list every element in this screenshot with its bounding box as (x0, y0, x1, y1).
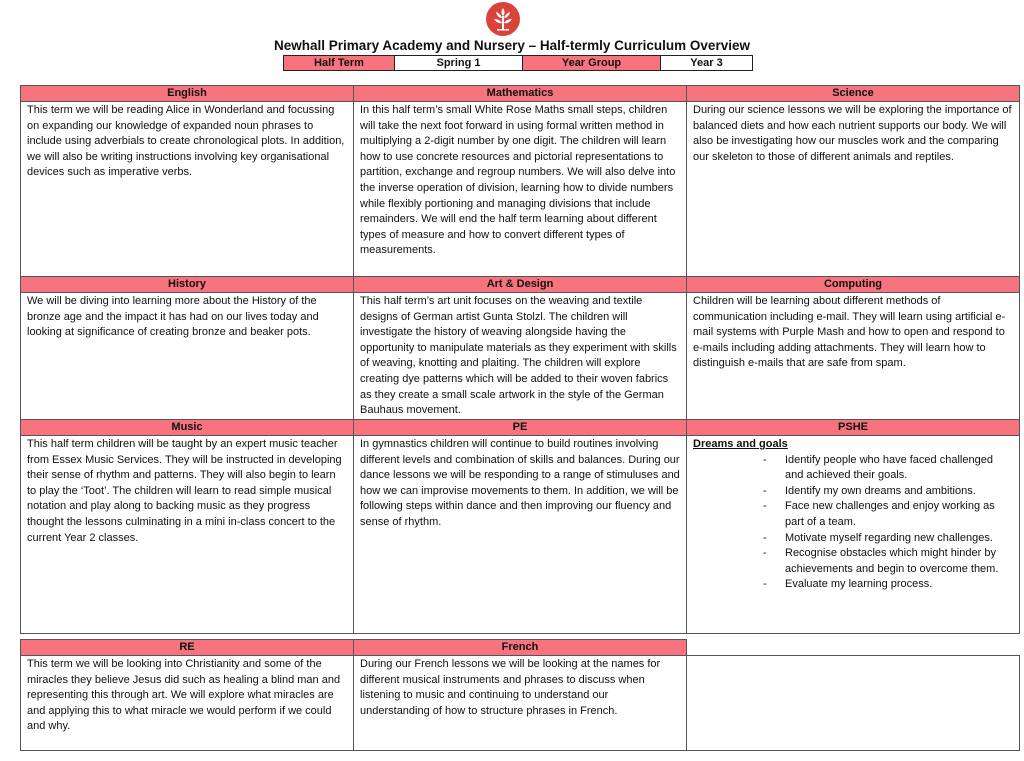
empty-cell (686, 655, 1020, 751)
music-text: This half term children will be taught by an expert music teacher from Essex Music Services. They will be instructed in developing their sense of rhythm and patterns. They will also begin to learn to play the ‘Toot’. The children will learn to read simple musical notation and play along to backing music as they progress thought the lessons culminating in a mini in-class concert to the current Year 2 classes. (27, 438, 342, 544)
english-header: English (21, 86, 353, 102)
half-term-value: Spring 1 (394, 55, 523, 71)
re-header: RE (21, 640, 353, 656)
english-text: This term we will be reading Alice in Wonderland and focussing on expanding our knowledge of expanded noun phrases to include using adverbials to create chronological plots. In addition, we will also be writing instructions involving key organisational devices such as imperative verbs. (27, 104, 345, 179)
art-header: Art & Design (354, 277, 686, 293)
pshe-list (693, 453, 1013, 593)
list-item: - Identify my own dreams and ambitions. (785, 484, 1013, 500)
maths-header: Mathematics (354, 86, 686, 102)
curriculum-row-2 (20, 276, 1019, 419)
pshe-content (687, 436, 1019, 593)
science-text: During our science lessons we will be exploring the importance of balanced diets and how each nutrient supports our body. We will also be investigating how our muscles work and the comparing our skeleton to those of different animals and reptiles. (693, 104, 1012, 163)
pshe-subtitle: Dreams and goals (693, 438, 788, 450)
school-logo-icon (486, 2, 520, 36)
list-item: - Motivate myself regarding new challenges. (785, 531, 1013, 547)
english-cell (20, 85, 354, 277)
list-item: - Identify people who have faced challenged and achieved their goals. (785, 453, 1013, 484)
curriculum-row-1 (20, 85, 1019, 276)
list-item: - Evaluate my learning process. (785, 577, 1013, 593)
french-header: French (354, 640, 686, 656)
pe-header: PE (354, 420, 686, 436)
pshe-header: PSHE (687, 420, 1019, 436)
curriculum-row-3 (20, 419, 1019, 633)
science-cell (686, 85, 1020, 277)
history-cell (20, 276, 354, 420)
pe-text: In gymnastics children will continue to build routines involving different levels and combination of skills and balances. During our dance lessons we will be responding to a range of stimuluses and how we can improvise movements to them. In addition, we will be following steps within dance and then improving our fluency and sense of rhythm. (360, 438, 680, 528)
computing-header: Computing (687, 277, 1019, 293)
list-item: - Face new challenges and enjoy working as part of a team. (785, 499, 1013, 530)
half-term-label: Half Term (283, 55, 395, 71)
science-header: Science (687, 86, 1019, 102)
french-text: During our French lessons we will be looking at the names for different musical instruments and phrases to discuss when listening to music and continuing to understand our understanding of how to structure phrases in French. (360, 658, 661, 717)
re-cell (20, 639, 354, 751)
year-group-label: Year Group (522, 55, 661, 71)
pshe-cell (686, 419, 1020, 634)
pe-cell (353, 419, 687, 634)
document-title: Newhall Primary Academy and Nursery – Half-termly Curriculum Overview (274, 38, 750, 53)
french-cell (353, 639, 687, 751)
music-header: Music (21, 420, 353, 436)
history-text: We will be diving into learning more about the History of the bronze age and the impact it has had on our lives today and looking at significance of creating bronze and beaker pots. (27, 295, 319, 339)
list-item: - Recognise obstacles which might hinder by achievements and begin to overcome them. (785, 546, 1013, 577)
maths-cell (353, 85, 687, 277)
year-group-value: Year 3 (660, 55, 753, 71)
art-text: This half term’s art unit focuses on the weaving and textile designs of German artist Gunta Stolzl. The children will investigate the history of weaving alongside having the opportunity to manipulate materials as they experiment with skills of weaving, knotting and plaiting. The children will explore creating dye patterns which will be added to their woven fabrics as they create a small scale artwork in the style of the German Bauhaus movement. (360, 295, 677, 417)
maths-text: In this half term’s small White Rose Maths small steps, children will take the next foot forward in using formal written method in multiplying a 2-digit number by one digit. The children will learn how to use concrete resources and pictorial representations to partition, exchange and regroup numbers. We will also delve into the inverse operation of division, learning how to divide numbers while flexibly portioning and managing divisions that include remainders. We will end the half term learning about different types of measure and how to convert different types of measurements. (360, 104, 676, 257)
computing-text: Children will be learning about different methods of communication including e-mail. They will learn using artificial e-mail systems with Purple Mash and how to open and respond to e-mails including adding attachments. They will learn how to distinguish e-mails that are safe from spam. (693, 295, 1006, 370)
re-text: This term we will be looking into Christianity and some of the miracles they believe Jesus did such as healing a blind man and representing this through art. We will explore what miracles are and applying this to what miracle we would perform if we could and why. (27, 658, 341, 733)
computing-cell (686, 276, 1020, 420)
art-cell (353, 276, 687, 420)
history-header: History (21, 277, 353, 293)
term-info-bar (284, 55, 753, 71)
music-cell (20, 419, 354, 634)
curriculum-row-4 (20, 639, 1019, 750)
